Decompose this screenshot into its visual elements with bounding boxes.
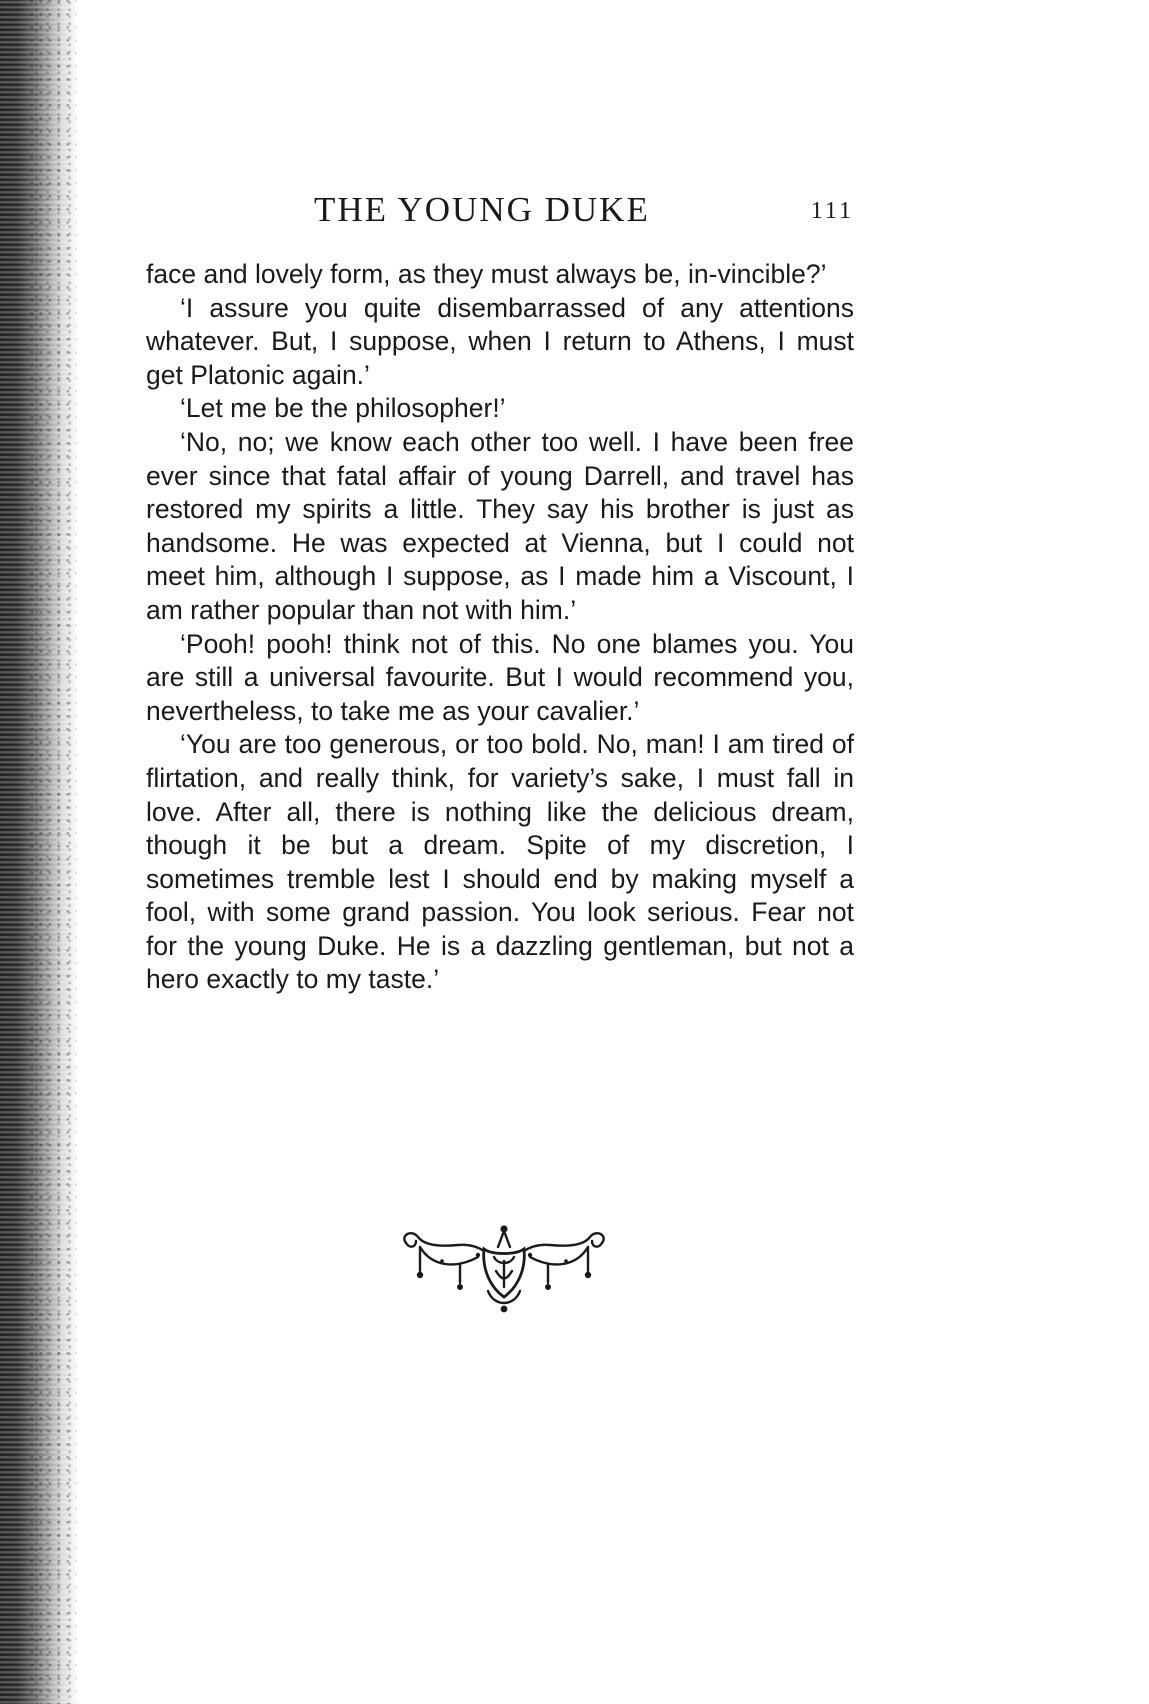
page-number: 111	[810, 198, 854, 224]
running-title: THE YOUNG DUKE	[314, 190, 650, 229]
paragraph: ‘No, no; we know each other too well. I have been free ever since that fatal affair of young Darrell, and travel has restored my spirits a little. They say his brother is just as handsome. He was expected at Vienna, but I could not meet him, although I suppose, as I made him a Viscount, I am rather popular than not with him.’	[146, 426, 854, 625]
body-text	[146, 258, 854, 997]
running-header	[146, 190, 854, 236]
paragraph: ‘I assure you quite disembarrassed of any attentions whatever. But, I suppose, when I return to Athens, I must get Platonic again.’	[146, 292, 854, 390]
paragraph: face and lovely form, as they must always be, in-vincible?’	[146, 259, 827, 289]
binding-gutter-speckle	[30, 0, 76, 1704]
paragraph: ‘Pooh! pooh! think not of this. No one blames you. You are still a universal favourite. But I would recommend you, nevertheless, to take me as your cavalier.’	[146, 628, 854, 726]
paragraph: ‘Let me be the philosopher!’	[180, 393, 506, 424]
paragraph: ‘You are too generous, or too bold. No, man! I am tired of flirtation, and really think, for variety’s sake, I must fall in love. After all, there is nothing like the delicious dream, though it be but a dream. Spite of my discretion, I sometimes tremble lest I should end by making myself a fool, with some grand passion. You look serious. Fear not for the young Duke. He is a dazzling gentleman, but not a hero exactly to my taste.’	[146, 729, 854, 995]
tailpiece-ornament-icon	[398, 1225, 610, 1315]
